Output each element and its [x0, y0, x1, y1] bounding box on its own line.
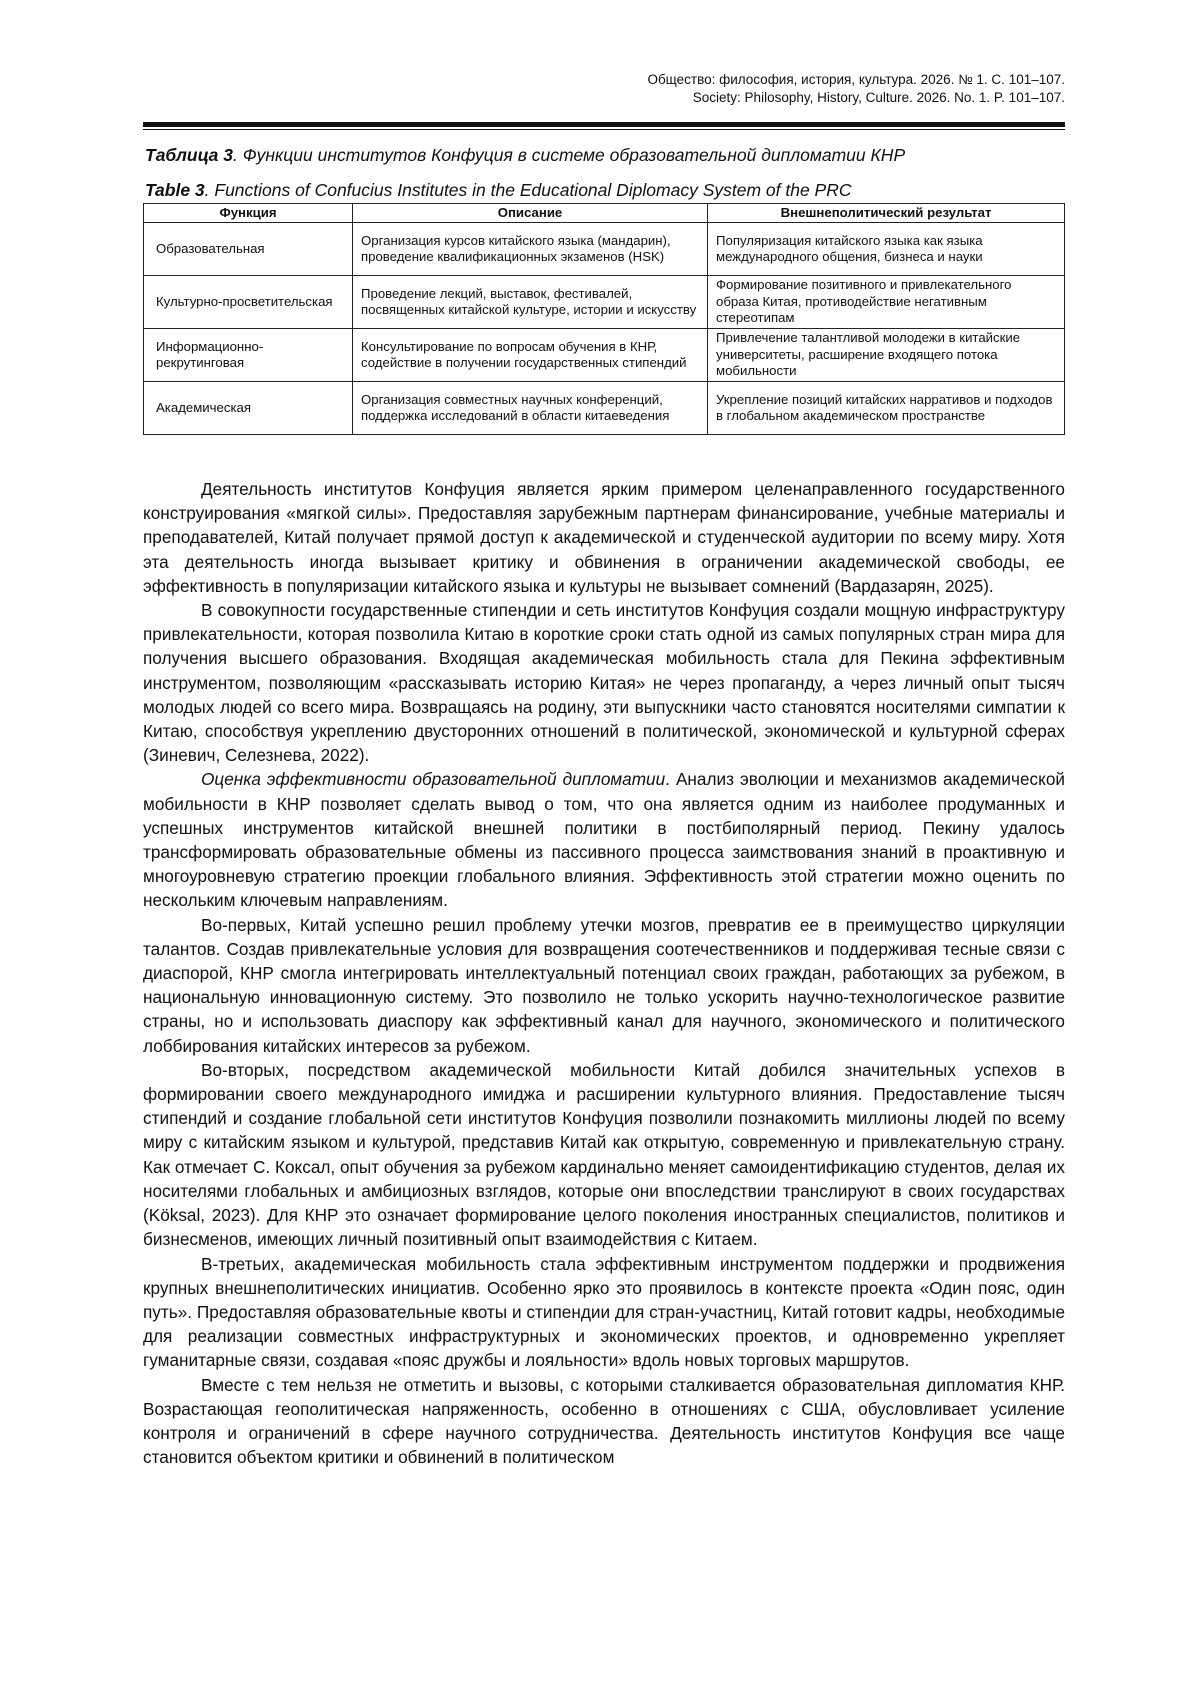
table-caption-en-text: . Functions of Confucius Institutes in the Educational Diplomacy System of the PRC	[204, 180, 852, 200]
section-title: Оценка эффективности образовательной дипломатии	[201, 769, 666, 790]
table-cell-result: Формирование позитивного и привлекательного образа Китая, противодействие негативным стереотипам	[708, 276, 1065, 329]
body-text	[143, 477, 1065, 1469]
paragraph: В совокупности государственные стипендии и сеть институтов Конфуция создали мощную инфраструктуру привлекательности, которая позволила Китаю в короткие сроки стать одной из самых популярных стран мира для получения высшего образования. Входящая академическая мобильность стала для Пекина эффективным инструментом, позволяющим «рассказывать историю Китая» не через пропаганду, а через личный опыт тысяч молодых людей со всего мира. Возвращаясь на родину, эти выпускники часто становятся носителями симпатии к Китаю, способствуя укреплению двусторонних отношений в политической, экономической и культурной сферах (Зиневич, Селезнева, 2022).	[143, 600, 1065, 766]
col-header-description: Описание	[353, 204, 708, 223]
table-cell-description: Проведение лекций, выставок, фестивалей, посвященных китайской культуре, истории и искусству	[353, 276, 708, 329]
table-header-row	[144, 204, 1065, 223]
table-cell-result: Популяризация китайского языка как языка международного общения, бизнеса и науки	[708, 223, 1065, 276]
functions-table	[143, 203, 1065, 435]
table-row	[144, 329, 1065, 382]
table-caption-en-label: Table 3	[145, 180, 205, 200]
table-caption-ru-text: . Функции институтов Конфуция в системе образовательной дипломатии КНР	[233, 145, 906, 165]
table-row	[144, 276, 1065, 329]
table-cell-result: Укрепление позиций китайских нарративов и подходов в глобальном академическом пространстве	[708, 382, 1065, 435]
table-row	[144, 382, 1065, 435]
header-line-en: Society: Philosophy, History, Culture. 2026. No. 1. P. 101–107.	[692, 90, 1065, 105]
table-cell-description: Организация курсов китайского языка (мандарин), проведение квалификационных экзаменов (HSK)	[353, 223, 708, 276]
paragraph: Деятельность институтов Конфуция является ярким примером целенаправленного государственного конструирования «мягкой силы». Предоставляя зарубежным партнерам финансирование, учебные материалы и преподавателей, Китай получает прямой доступ к академической и студенческой аудитории по всему миру. Хотя эта деятельность иногда вызывает критику и обвинения в ограничении академической свободы, ее эффективность в популяризации китайского языка и культуры не вызывает сомнений (Вардазарян, 2025).	[143, 479, 1065, 596]
paragraph: В-третьих, академическая мобильность стала эффективным инструментом поддержки и продвижения крупных внешнеполитических инициатив. Особенно ярко это проявилось в контексте проекта «Один пояс, один путь». Предоставляя образовательные квоты и стипендии для стран-участниц, Китай готовит кадры, необходимые для реализации совместных инфраструктурных и экономических проектов, и одновременно укрепляет гуманитарные связи, создавая «пояс дружбы и лояльности» вдоль новых торговых маршрутов.	[143, 1253, 1065, 1371]
running-header	[143, 71, 1065, 107]
header-rule-thin	[143, 129, 1065, 130]
paragraph-text: . Анализ эволюции и механизмов академической мобильности в КНР позволяет сделать вывод о том, что она является одним из наиболее продуманных и успешных инструментов китайской внешней политики в постбиполярный период. Пекину удалось трансформировать образовательные обмены из пассивного процесса заимствования знаний в проактивную и многоуровневую стратегию проекции глобального влияния. Эффективность этой стратегии можно оценить по нескольким ключевым направлениям.	[143, 769, 1065, 911]
table-cell-description: Консультирование по вопросам обучения в КНР, содействие в получении государственных стипендий	[353, 329, 708, 382]
table-caption-en	[145, 180, 1065, 201]
col-header-function: Функция	[144, 204, 353, 223]
table-cell-function: Информационно-рекрутинговая	[144, 329, 353, 382]
table-cell-function: Культурно-просветительская	[144, 276, 353, 329]
table-caption-ru-label: Таблица 3	[145, 145, 234, 165]
col-header-result: Внешнеполитический результат	[708, 204, 1065, 223]
table-cell-function: Академическая	[144, 382, 353, 435]
header-rule-thick	[143, 122, 1065, 127]
table-row	[144, 223, 1065, 276]
table-cell-description: Организация совместных научных конференций, поддержка исследований в области китаеведения	[353, 382, 708, 435]
table-cell-function: Образовательная	[144, 223, 353, 276]
paragraph	[143, 767, 1065, 912]
table-caption-ru	[145, 145, 1065, 166]
header-line-ru: Общество: философия, история, культура. 2026. № 1. С. 101–107.	[647, 72, 1065, 87]
table-cell-result: Привлечение талантливой молодежи в китайские университеты, расширение входящего потока мобильности	[708, 329, 1065, 382]
paragraph: Вместе с тем нельзя не отметить и вызовы, с которыми сталкивается образовательная дипломатия КНР. Возрастающая геополитическая напряженность, особенно в отношениях с США, обусловливает усиление контроля и ограничений в сфере научного сотрудничества. Деятельность институтов Конфуция все чаще становится объектом критики и обвинений в политическом	[143, 1374, 1065, 1468]
paragraph: Во-вторых, посредством академической мобильности Китай добился значительных успехов в формировании своего международного имиджа и расширении культурного влияния. Предоставление тысяч стипендий и создание глобальной сети институтов Конфуция позволили познакомить миллионы людей по всему миру с китайским языком и культурой, представив Китай как открытую, современную и привлекательную страну. Как отмечает С. Коксал, опыт обучения за рубежом кардинально меняет самоидентификацию студентов, делая их носителями глобальных и амбициозных взглядов, которые они впоследствии транслируют в своих государствах (Köksal, 2023). Для КНР это означает формирование целого поколения иностранных специалистов, политиков и бизнесменов, имеющих личный позитивный опыт взаимодействия с Китаем.	[143, 1059, 1065, 1250]
paragraph: Во-первых, Китай успешно решил проблему утечки мозгов, превратив ее в преимущество циркуляции талантов. Создав привлекательные условия для возвращения соотечественников и поддерживая тесные связи с диаспорой, КНР смогла интегрировать интеллектуальный потенциал своих граждан, работающих за рубежом, в национальную инновационную систему. Это позволило не только ускорить научно-технологическое развитие страны, но и использовать диаспору как эффективный канал для научного, экономического и политического лоббирования китайских интересов за рубежом.	[143, 914, 1065, 1056]
